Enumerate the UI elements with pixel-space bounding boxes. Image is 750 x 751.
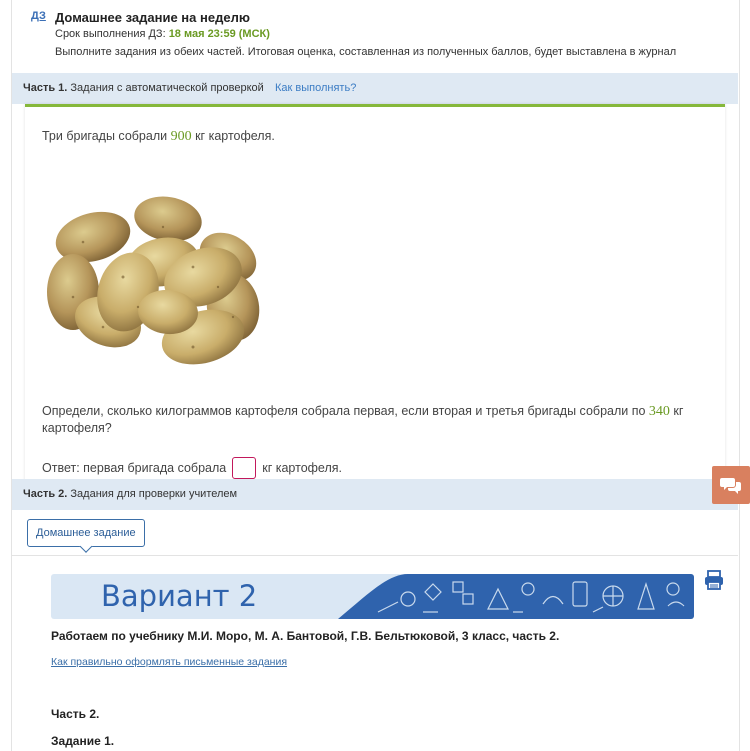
school-doodle-decoration [338, 574, 694, 619]
deadline-date: 18 мая 23:59 (МСК) [168, 28, 270, 40]
part1-number: Часть 1. [23, 82, 68, 94]
part2-heading: Часть 2. [51, 707, 100, 721]
each-number: 340 [648, 404, 670, 419]
part2-label [23, 488, 237, 500]
answer-label: Ответ: первая бригада собрала [42, 461, 227, 475]
print-icon[interactable] [703, 569, 725, 591]
answer-input[interactable] [232, 457, 256, 479]
task-text-after: кг картофеля. [195, 129, 275, 143]
chat-icon [720, 476, 742, 494]
answer-row [42, 457, 342, 479]
potato-image [43, 187, 268, 372]
part2-number: Часть 2. [23, 488, 68, 500]
part1-title: Задания с автоматической проверкой [70, 82, 264, 94]
total-number: 900 [170, 129, 192, 144]
question-text-after: кг картофеля? [42, 404, 684, 435]
how-to-link[interactable]: Как выполнять? [275, 82, 357, 94]
tabs-area [12, 510, 738, 556]
banner-title: Вариант 2 [101, 579, 258, 613]
homework-description: Выполните задания из обеих частей. Итоговая оценка, составленная из полученных баллов, будет выставлена в журнал [55, 46, 677, 58]
part2-bar [12, 479, 738, 510]
writing-rules-link[interactable]: Как правильно оформлять письменные задания [51, 656, 288, 668]
task-question [42, 403, 702, 437]
tab-homework[interactable]: Домашнее задание [27, 519, 145, 547]
part2-title: Задания для проверки учителем [70, 488, 238, 500]
homework-header [11, 0, 738, 72]
task-text-before: Три бригады собрали [42, 129, 168, 143]
task-statement [42, 129, 275, 145]
answer-unit: кг картофеля. [262, 461, 343, 475]
textbook-reference: Работаем по учебнику М.И. Моро, М. А. Бантовой, Г.В. Бельтюковой, 3 класс, часть 2. [51, 629, 560, 643]
task1-heading: Задание 1. [51, 734, 115, 748]
homework-icon: ДЗ [31, 10, 46, 22]
deadline-label: Срок выполнения ДЗ: [55, 28, 166, 40]
part1-label [23, 82, 264, 94]
task-card [25, 104, 725, 482]
question-text-before: Определи, сколько килограммов картофеля собрала первая, если вторая и третья бригады собрали по [42, 404, 646, 418]
homework-title: Домашнее задание на неделю [55, 10, 250, 25]
variant-banner [51, 574, 694, 619]
part1-bar [12, 73, 738, 104]
homework-deadline [55, 28, 270, 40]
chat-button[interactable] [712, 466, 750, 504]
